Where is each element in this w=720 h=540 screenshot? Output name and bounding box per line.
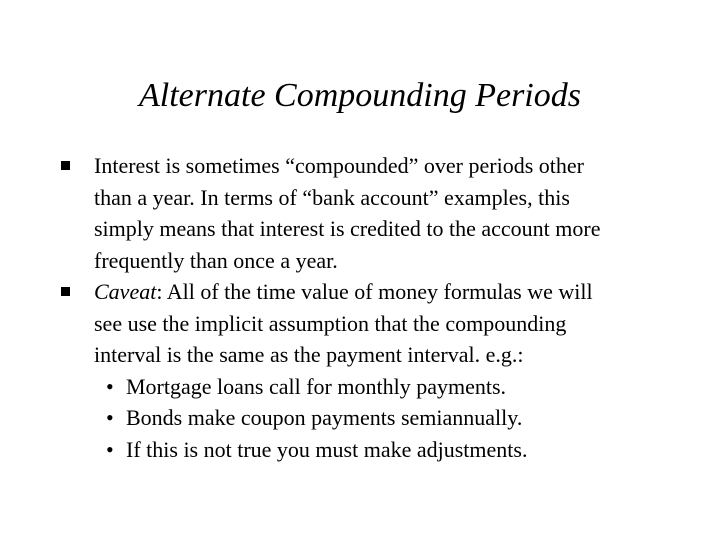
bullet-line: than a year. In terms of “bank account” examples, this bbox=[94, 184, 570, 210]
slide-title: Alternate Compounding Periods bbox=[139, 77, 581, 114]
round-bullet-icon: • bbox=[106, 405, 114, 430]
bullet-list bbox=[60, 150, 700, 465]
sub-bullet-adjustments bbox=[94, 434, 700, 466]
bullet-line: frequently than once a year. bbox=[94, 247, 338, 273]
round-bullet-icon: • bbox=[106, 373, 114, 399]
sub-bullet-text: Mortgage loans call for monthly payments. bbox=[126, 373, 507, 399]
caveat-text: : All of the time value of money formulas we will bbox=[156, 279, 593, 304]
caveat-label: Caveat bbox=[94, 279, 157, 304]
bullet-line: interval is the same as the payment interval. e.g.: bbox=[94, 342, 524, 367]
bullet-line: see use the implicit assumption that the compounding bbox=[94, 310, 567, 336]
bullet-caveat bbox=[60, 276, 700, 465]
sub-bullet-bonds bbox=[94, 402, 700, 434]
bullet-line: Interest is sometimes “compounded” over periods other bbox=[94, 153, 584, 178]
square-bullet-icon bbox=[61, 161, 70, 170]
square-bullet-icon bbox=[61, 287, 70, 296]
sub-bullet-mortgage bbox=[94, 371, 700, 403]
bullet-interest-compounding bbox=[60, 150, 700, 276]
sub-bullet-text: Bonds make coupon payments semiannually. bbox=[126, 405, 523, 430]
bullet-line bbox=[94, 276, 700, 308]
round-bullet-icon: • bbox=[106, 436, 114, 462]
sub-bullet-text: If this is not true you must make adjustments. bbox=[126, 436, 528, 462]
bullet-line: simply means that interest is credited to the account more bbox=[94, 216, 601, 241]
